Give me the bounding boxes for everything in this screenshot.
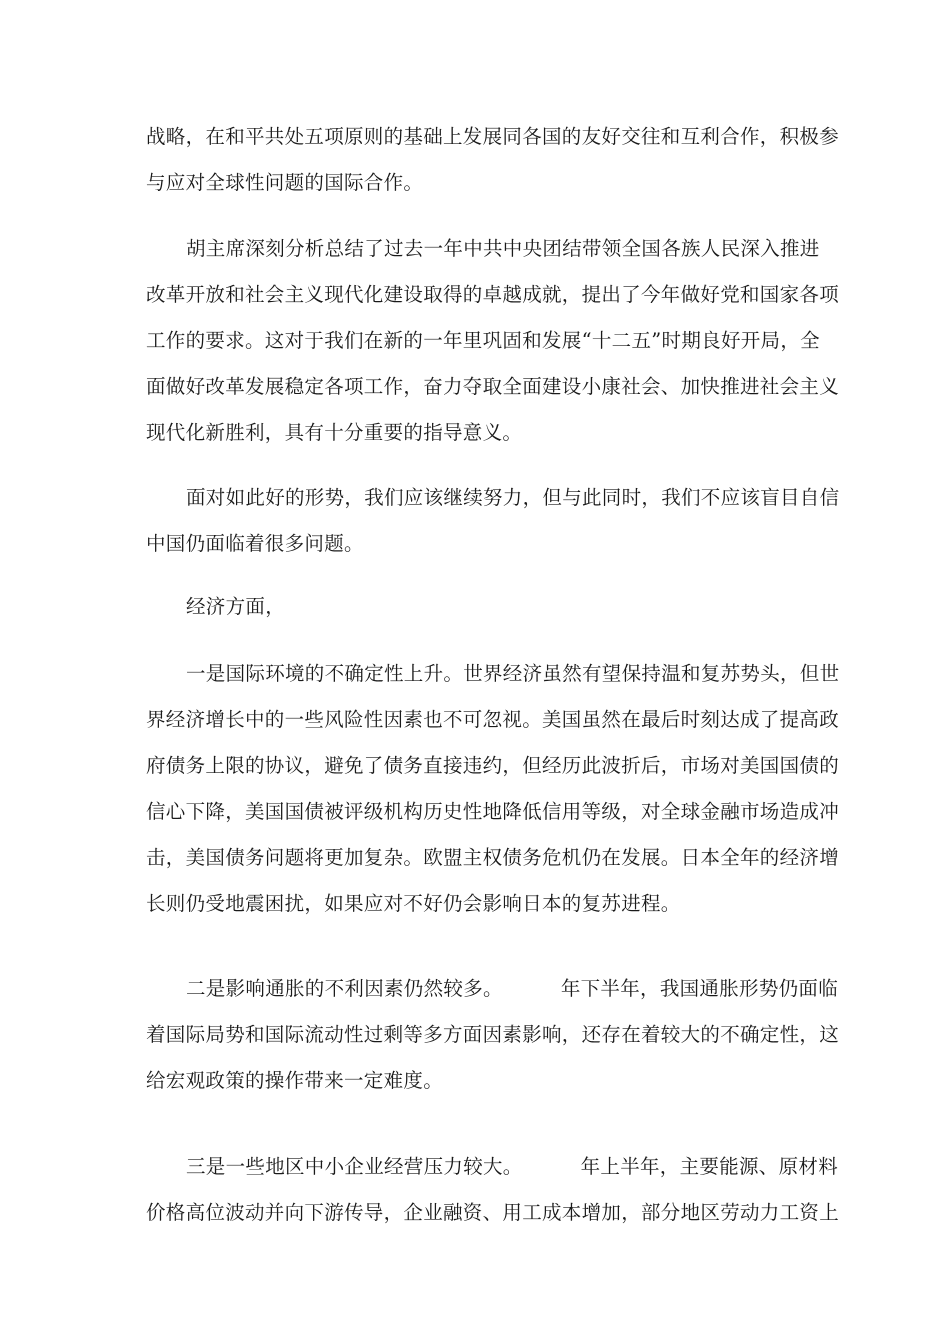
text-line: 改革开放和社会主义现代化建设取得的卓越成就，提出了今年做好党和国家各项 [146, 283, 840, 306]
paragraph-hu-summary [146, 226, 840, 456]
text-line [146, 966, 839, 1012]
paragraph-inflation [146, 966, 840, 1104]
text-line: 信心下降，美国国债被评级机构历史性地降低信用等级，对全球金融市场造成冲 [146, 800, 840, 823]
text-line: 府债务上限的协议，避免了债务直接违约，但经历此波折后，市场对美国国债的 [146, 754, 840, 777]
text-fragment: 三是一些地区中小企业经营压力较大。 [186, 1155, 523, 1178]
text-line: 现代化新胜利，具有十分重要的指导意义。 [146, 421, 523, 444]
text-line: 与应对全球性问题的国际合作。 [146, 171, 424, 194]
text-line: 给宏观政策的操作带来一定难度。 [146, 1069, 444, 1092]
paragraph-economy-heading [146, 584, 816, 630]
section-heading: 经济方面， [186, 595, 286, 618]
text-fragment: 年下半年，我国通胀形势仍面临 [560, 977, 839, 1000]
text-line: 长则仍受地震困扰，如果应对不好仍会影响日本的复苏进程。 [146, 892, 681, 915]
paragraph-situation [146, 475, 840, 567]
text-line: 价格高位波动并向下游传导，企业融资、用工成本增加，部分地区劳动力工资上 [146, 1201, 840, 1224]
text-line: 击，美国债务问题将更加复杂。欧盟主权债务危机仍在发展。日本全年的经济增 [146, 846, 840, 869]
paragraph-international-environment [146, 651, 840, 927]
text-line [146, 1144, 839, 1190]
paragraph-strategy [146, 114, 840, 206]
text-line: 着国际局势和国际流动性过剩等多方面因素影响，还存在着较大的不确定性，这 [146, 1023, 840, 1046]
text-fragment: 二是影响通胀的不利因素仍然较多。 [186, 977, 503, 1000]
text-line: 胡主席深刻分析总结了过去一年中共中央团结带领全国各族人民深入推进 [186, 237, 820, 260]
text-line: 界经济增长中的一些风险性因素也不可忽视。美国虽然在最后时刻达成了提高政 [146, 708, 840, 731]
text-line: 面对如此好的形势，我们应该继续努力，但与此同时，我们不应该盲目自信 [186, 486, 840, 509]
paragraph-smes [146, 1144, 840, 1236]
text-line: 工作的要求。这对于我们在新的一年里巩固和发展“十二五”时期良好开局，全 [146, 329, 820, 352]
text-fragment: 年上半年，主要能源、原材料 [580, 1155, 839, 1178]
text-line: 面做好改革发展稳定各项工作，奋力夺取全面建设小康社会、加快推进社会主义 [146, 375, 840, 398]
text-line: 一是国际环境的不确定性上升。世界经济虽然有望保持温和复苏势头，但世 [186, 662, 840, 685]
text-line: 战略，在和平共处五项原则的基础上发展同各国的友好交往和互利合作，积极参 [146, 125, 840, 148]
text-line: 中国仍面临着很多问题。 [146, 532, 364, 555]
